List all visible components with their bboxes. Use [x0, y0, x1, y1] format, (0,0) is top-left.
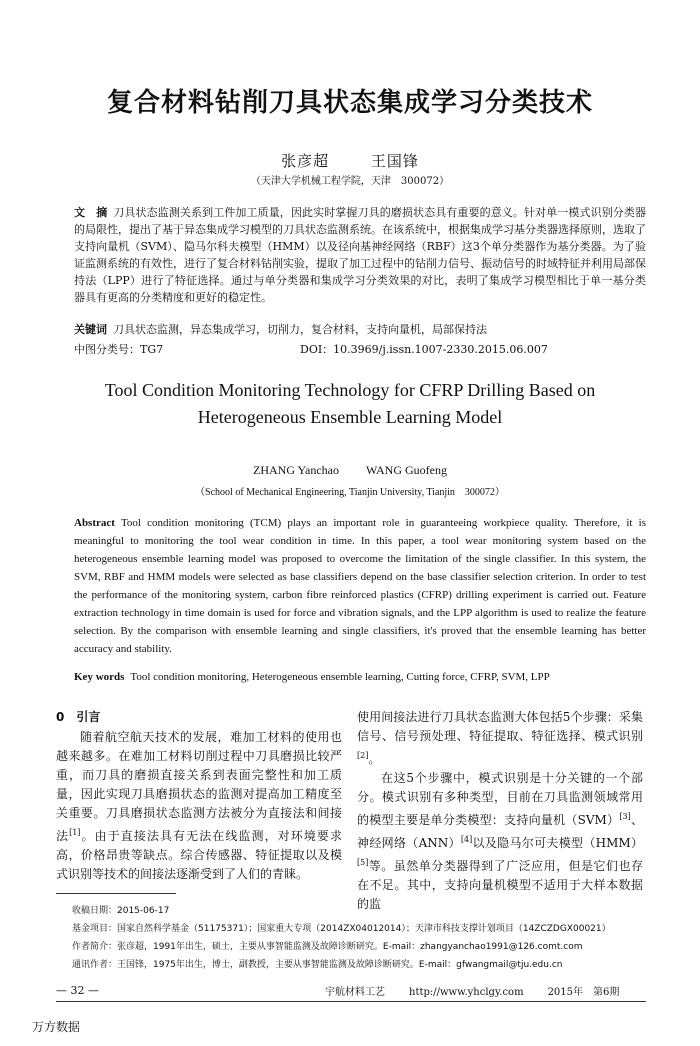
paper-title-cn: 复合材料钻削刀具状态集成学习分类技术: [106, 88, 593, 118]
keywords-cn-text: 刀具状态监测，异态集成学习，切削力，复合材料，支持向量机，局部保持法: [113, 323, 487, 336]
body-text: 、神经网络（ANN）: [357, 813, 643, 850]
footnote-author-bio: 作者简介：张彦超，1991年出生，硕士，主要从事智能监测及故障诊断研究。E-mail：zhangyanchao1991@126.comt.com: [72, 942, 583, 952]
clc-number: 中图分类号：TG7: [74, 343, 164, 356]
author-2-en: WANG Guofeng: [366, 463, 447, 477]
body-text: 以及隐马尔可夫模型（HMM）: [472, 836, 643, 850]
keywords-cn: [74, 321, 646, 337]
journal-url[interactable]: http://www.yhclgy.com: [409, 987, 524, 998]
paper-title-en-line1: Tool Condition Monitoring Technology for CFRP Drilling Based on: [104, 380, 596, 400]
paper-title-en: [0, 377, 700, 431]
body-column-left: [56, 708, 342, 884]
citation: [4]: [460, 835, 473, 844]
affiliation-en: （School of Mechanical Engineering, Tianjin University, Tianjin 300072）: [195, 487, 505, 498]
body-text: 。由于直接法具有无法在线监测，对环境要求高，价格昂贵等缺点。综合传感器、特征提取以及模式识别等技术的间接法逐渐受到了人们的青睐。: [56, 829, 342, 881]
abstract-cn-text: 刀具状态监测关系到工件加工质量，因此实时掌握刀具的磨损状态具有重要的意义。针对单一模式识别分类器的局限性，提出了基于异态集成学习模型的刀具状态监测系统。在该系统中，根据集成学习基分类器选择原则，选取了支持向量机（SVM）、隐马尔科夫模型（HMM）以及径向基神经网络（RBF）这3个单分类器作为基分类器。为了验证监测系统的有效性，进行了复合材料钻削实验，提取了加工过程中的钻削力信号、振动信号的时域特征并利用局部保持法（LPP）进行了特征选择。通过与单分类器和集成学习分类效果的对比，表明了集成学习模型相比于单一基分类器具有更高的分类精度和更好的稳定性。: [74, 206, 647, 304]
abstract-cn: [74, 204, 646, 306]
citation: [2]: [357, 751, 369, 760]
abstract-cn-label: 文 摘: [74, 206, 108, 219]
journal-name: 宇航材料工艺: [325, 987, 385, 998]
classification-row: [74, 341, 646, 357]
keywords-en-label: Key words: [74, 671, 125, 683]
abstract-en-label: Abstract: [74, 517, 115, 529]
authors-en: [0, 463, 700, 478]
author-1-cn: 张彦超: [281, 152, 330, 170]
citation: [5]: [357, 858, 369, 867]
author-2-cn: 王国锋: [370, 152, 419, 170]
journal-footer: [325, 983, 643, 998]
footnote-received: 收稿日期：2015-06-17: [72, 906, 170, 916]
footnote-divider: [56, 893, 176, 894]
authors-cn: [0, 150, 700, 171]
watermark: 万方数据: [32, 1020, 81, 1034]
affiliation-cn: （天津大学机械工程学院，天津 300072）: [250, 176, 450, 187]
page-number: — 32 —: [56, 984, 99, 997]
footnote-corresponding: 通讯作者：王国锋，1975年出生，博士，副教授，主要从事智能监测及故障诊断研究。E-mail：gfwangmail@tju.edu.cn: [72, 960, 563, 970]
body-text: 在这5个步骤中，模式识别是十分关键的一个部分。模式识别有多种类型，目前在刀具监测领域常用的模型主要是单分类模型：支持向量机（SVM）: [357, 771, 643, 827]
body-text: 等。虽然单分类器得到了广泛应用，但是它们也存在不足。其中，支持向量机模型不适用于大样本数据的监: [357, 859, 643, 911]
keywords-en-text: Tool condition monitoring, Heterogeneous ensemble learning, Cutting force, CFRP, SVM, LPP: [130, 671, 550, 683]
abstract-en-text: Tool condition monitoring (TCM) plays an important role in guaranteeing workpiece quality. Therefore, it is meaningful to monitoring the tool wear condition in time. In this paper, a tool wear monitoring system based on the heterogeneous ensemble learning model was proposed to overcome the limitation of the single classifier. In this system, the SVM, RBF and HMM models were selected as base classifiers depend on the base classifier selection criterion. In order to test the performance of the monitoring system, carbon fibre reinforced plastics (CFRP) drilling experiment is carried out. Feature extraction technology in time domain is used for force and vibration signals, and the LPP algorithm is used to realize the feature selection. By the comparison with ensemble learning and single classifiers, it's proved that the ensemble learning has better accuracy and stability.: [74, 517, 646, 655]
body-text: 使用间接法进行刀具状态监测大体包括5个步骤：采集信号、信号预处理、特征提取、特征选择、模式识别: [357, 710, 643, 743]
footnote-funding: 基金项目：国家自然科学基金（51175371）；国家重大专项（2014ZX04012014）；天津市科技支撑计划项目（14ZCZDGX00021）: [72, 924, 611, 934]
citation: [1]: [69, 828, 81, 837]
body-column-right: [357, 708, 643, 914]
body-text: 。: [368, 752, 381, 766]
section-heading: 0 引言: [56, 710, 101, 724]
body-paragraph: [357, 708, 643, 769]
body-paragraph: [56, 728, 342, 884]
author-1-en: ZHANG Yanchao: [253, 463, 339, 477]
body-text: 随着航空航天技术的发展，难加工材料的使用也越来越多。在难加工材料切削过程中刀具磨损比较严重，而刀具的磨损直接关系到表面完整性和加工质量，因此实现刀具磨损状态的监测对提高加工精度至关重要。刀具磨损状态监测方法被分为直接法和间接法: [56, 730, 342, 843]
doi: DOI：10.3969/j.issn.1007-2330.2015.06.007: [300, 343, 548, 356]
body-paragraph: [357, 769, 643, 914]
footer-divider: [56, 1001, 646, 1002]
paper-title-en-line2: Heterogeneous Ensemble Learning Model: [197, 407, 503, 427]
journal-issue: 2015年 第6期: [547, 987, 620, 998]
footnotes: [72, 902, 662, 974]
abstract-en: [74, 514, 646, 658]
keywords-en: [74, 671, 646, 683]
citation: [3]: [619, 812, 631, 821]
keywords-cn-label: 关键词: [74, 323, 107, 336]
